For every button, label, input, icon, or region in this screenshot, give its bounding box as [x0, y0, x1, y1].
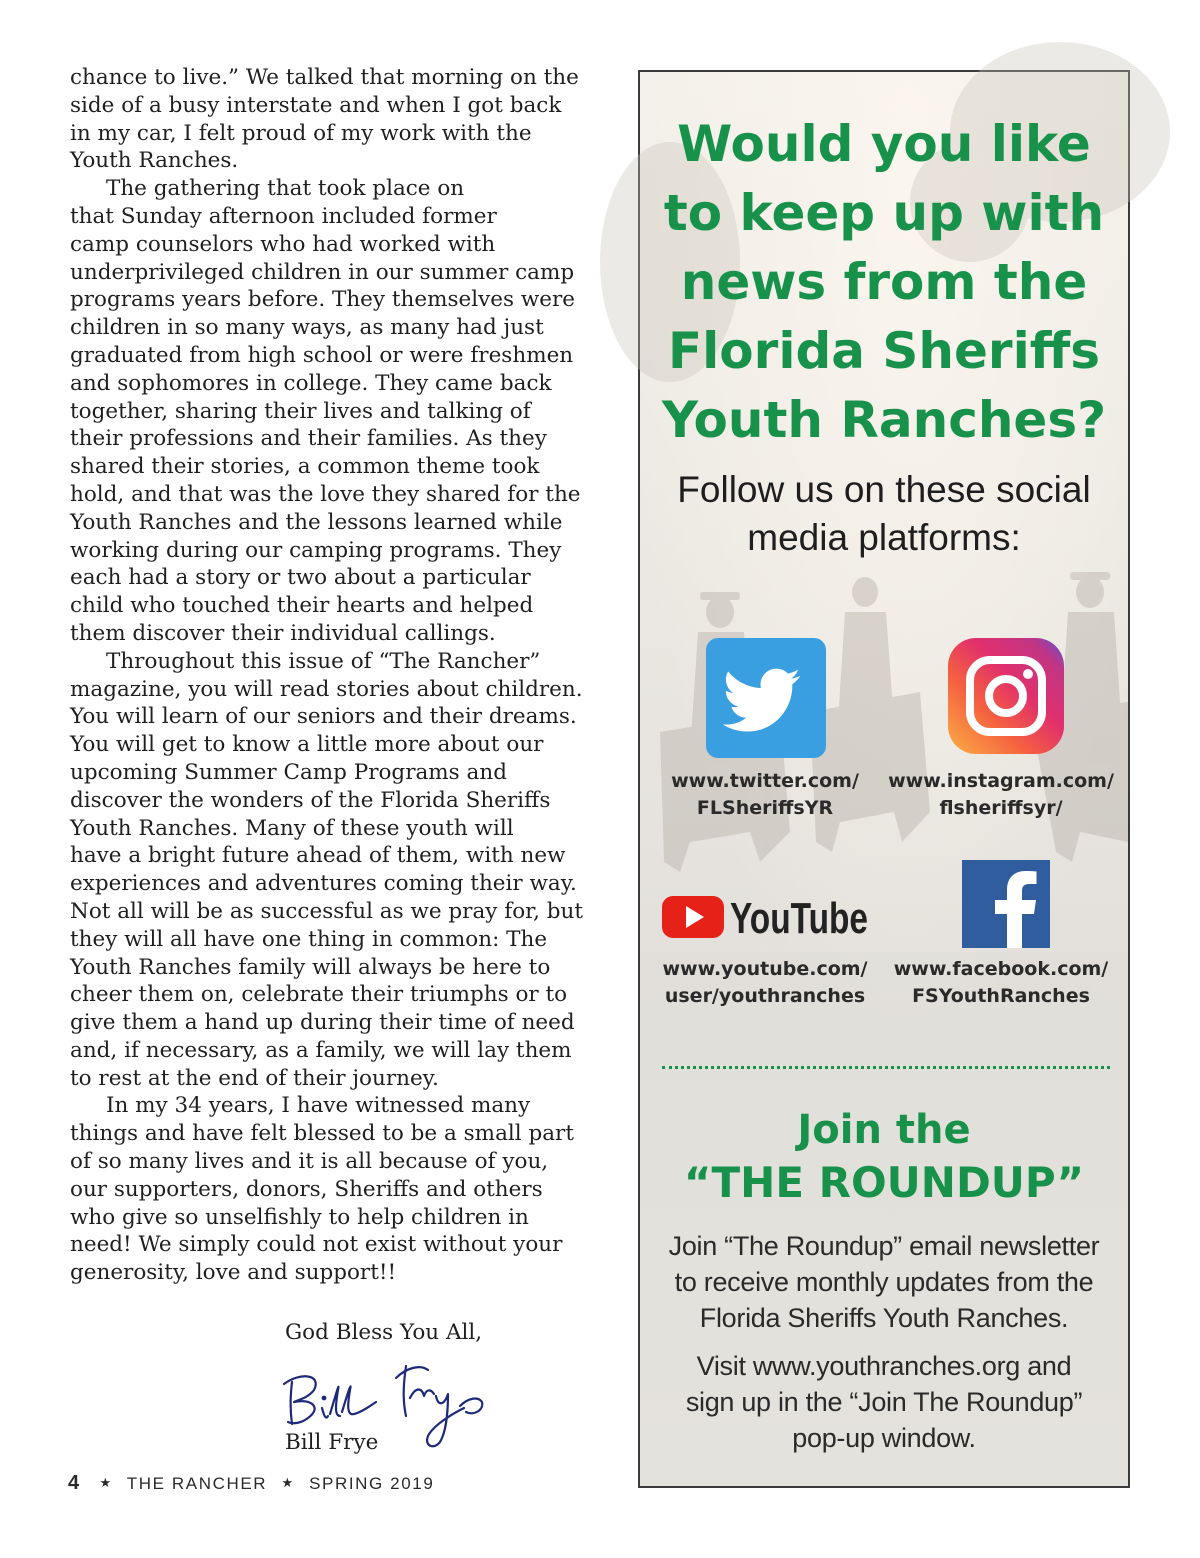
issue-date: SPRING 2019	[309, 1474, 435, 1493]
youtube-url-line: user/youthranches	[664, 985, 866, 1007]
twitter-bird-icon[interactable]	[706, 638, 826, 758]
page-number: 4	[68, 1472, 80, 1494]
article-line: hold, and that was the love they shared for the	[70, 481, 581, 507]
article-line: have a bright future ahead of them, with new	[70, 843, 566, 869]
follow-line: Follow us on these social	[677, 469, 1091, 510]
article-line: our supporters, donors, Sheriffs and others	[70, 1176, 543, 1202]
roundup-line: to receive monthly updates from the	[674, 1267, 1094, 1297]
article-line: together, sharing their lives and talking of	[70, 398, 531, 424]
article-body	[70, 64, 618, 1287]
page-footer	[68, 1472, 434, 1495]
youtube-url-line: www.youtube.com/	[662, 958, 868, 980]
facebook-url[interactable]	[888, 956, 1114, 1010]
headline-line: Youth Ranches?	[661, 391, 1107, 449]
roundup-title-line: “THE ROUNDUP”	[683, 1158, 1085, 1207]
article-line: chance to live.” We talked that morning on the	[70, 65, 579, 90]
facebook-url-line: www.facebook.com/	[893, 958, 1109, 980]
footer-separator: ★	[99, 1475, 113, 1490]
youtube-logo-icon[interactable]	[662, 890, 872, 943]
article-line: camp counselors who had worked with	[70, 231, 496, 257]
article-line: Youth Ranches. Many of these youth will	[70, 815, 514, 841]
article-line: The gathering that took place on	[106, 176, 465, 202]
article-line: discover the wonders of the Florida Sheriffs	[70, 787, 551, 813]
instagram-url-line: flsheriffsyr/	[939, 797, 1063, 819]
article-line: need! We simply could not exist without your	[70, 1232, 563, 1258]
article-line: generosity, love and support!!	[70, 1260, 397, 1286]
article-line: give them a hand up during their time of need	[70, 1010, 575, 1036]
sidebar-headline	[640, 110, 1128, 455]
twitter-url-line: FLSheriffsYR	[696, 797, 834, 819]
article-line: they will all have one thing in common: The	[70, 926, 548, 952]
article-line: child who touched their hearts and helped	[70, 593, 534, 619]
visit-website-text	[640, 1348, 1128, 1456]
roundup-title	[640, 1104, 1128, 1210]
article-line: side of a busy interstate and when I got back	[70, 92, 562, 118]
article-line: magazine, you will read stories about children.	[70, 676, 583, 702]
article-line: experiences and adventures coming their way.	[70, 871, 577, 897]
headline-line: to keep up with	[663, 184, 1105, 242]
article-line: Youth Ranches and the lessons learned while	[70, 509, 563, 535]
article-line: and, if necessary, as a family, we will lay them	[70, 1037, 572, 1063]
article-line: In my 34 years, I have witnessed many	[106, 1093, 531, 1119]
article-line: each had a story or two about a particular	[70, 565, 531, 591]
follow-line: media platforms:	[747, 517, 1021, 558]
visit-line: sign up in the “Join The Roundup”	[685, 1387, 1083, 1417]
article-line: in my car, I felt proud of my work with the	[70, 120, 532, 146]
article-line: of so many lives and it is all because of you,	[70, 1149, 549, 1175]
article-line: and sophomores in college. They came back	[70, 370, 552, 396]
follow-us-text	[640, 466, 1128, 562]
article-line: Youth Ranches.	[70, 148, 239, 174]
social-media-sidebar	[638, 70, 1130, 1488]
article-line: cheer them on, celebrate their triumphs or to	[70, 982, 568, 1008]
roundup-line: Florida Sheriffs Youth Ranches.	[699, 1303, 1069, 1333]
article-line: Not all will be as successful as we pray for, but	[70, 898, 583, 924]
article-line: You will learn of our seniors and their dreams.	[70, 704, 577, 730]
article-line: graduated from high school or were freshmen	[70, 342, 574, 368]
footer-separator: ★	[281, 1475, 295, 1490]
article-line: that Sunday afternoon included former	[70, 203, 497, 229]
headline-line: news from the	[680, 253, 1088, 311]
headline-line: Would you like	[677, 115, 1091, 173]
instagram-url-line: www.instagram.com/	[888, 770, 1114, 792]
roundup-description	[640, 1228, 1128, 1336]
article-line: things and have felt blessed to be a small part	[70, 1121, 574, 1147]
facebook-f-icon[interactable]	[962, 860, 1050, 948]
instagram-url[interactable]	[888, 768, 1114, 822]
article-line: working during our camping programs. They	[70, 537, 562, 563]
signer-name: Bill Frye	[285, 1430, 379, 1455]
article-line: to rest at the end of their journey.	[70, 1065, 439, 1091]
roundup-line: Join “The Roundup” email newsletter	[668, 1231, 1100, 1261]
closing-salutation: God Bless You All,	[285, 1320, 483, 1345]
visit-line[interactable]: Visit www.youthranches.org and	[696, 1351, 1072, 1381]
visit-line: pop-up window.	[792, 1423, 976, 1453]
facebook-url-line: FSYouthRanches	[912, 985, 1090, 1007]
article-line: You will get to know a little more about our	[70, 732, 544, 758]
youtube-logo-text: YouTube	[730, 894, 868, 943]
article-line: shared their stories, a common theme took	[70, 454, 540, 480]
article-line: Youth Ranches family will always be here to	[70, 954, 551, 980]
dotted-divider	[662, 1066, 1110, 1069]
instagram-camera-icon[interactable]	[948, 638, 1064, 754]
youtube-url[interactable]	[652, 956, 878, 1010]
article-line: Throughout this issue of “The Rancher”	[106, 648, 541, 674]
article-line: programs years before. They themselves were	[70, 287, 575, 313]
article-line: underprivileged children in our summer camp	[70, 259, 575, 285]
article-line: who give so unselfishly to help children in	[70, 1204, 529, 1230]
twitter-url-line: www.twitter.com/	[671, 770, 859, 792]
headline-line: Florida Sheriffs	[668, 322, 1100, 380]
article-line: upcoming Summer Camp Programs and	[70, 759, 507, 785]
article-line: them discover their individual callings.	[70, 620, 496, 646]
article-line: children in so many ways, as many had just	[70, 315, 544, 341]
twitter-url[interactable]	[652, 768, 878, 822]
roundup-title-line: Join the	[797, 1107, 971, 1153]
article-line: their professions and their families. As they	[70, 426, 547, 452]
publication-name: THE RANCHER	[126, 1474, 268, 1493]
